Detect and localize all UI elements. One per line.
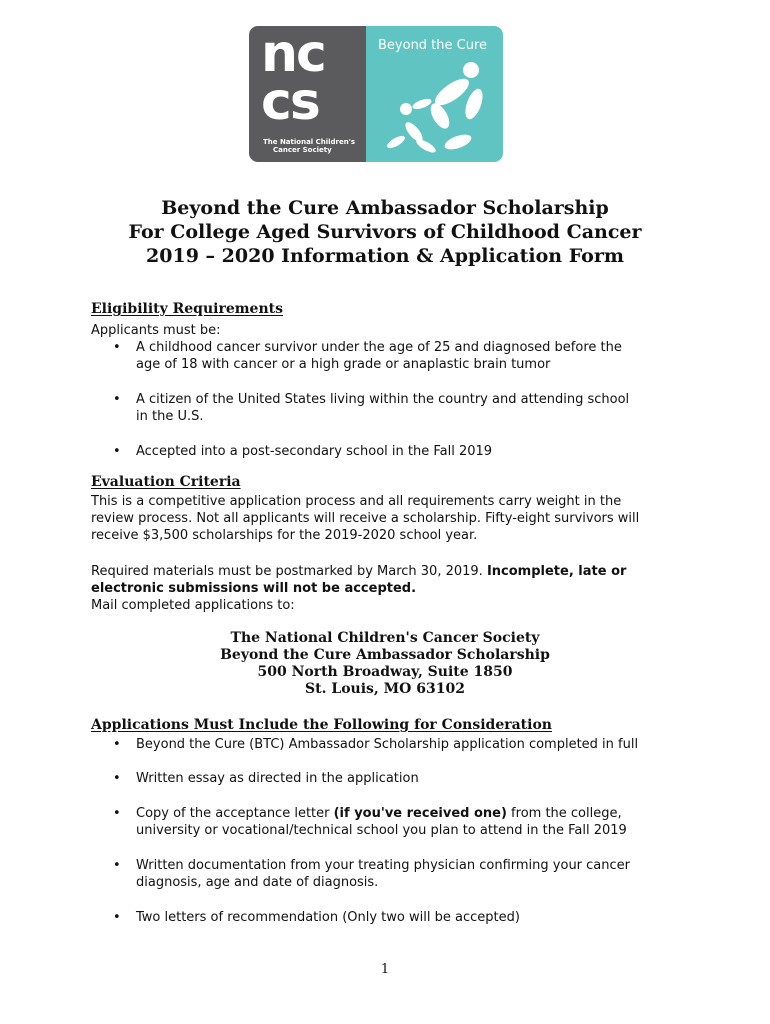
address-line4: St. Louis, MO 63102: [305, 681, 465, 697]
list-item: [91, 805, 691, 839]
applications-heading: Applications Must Include the Following for Consideration: [91, 717, 552, 733]
list-item: [91, 339, 691, 373]
eligibility-item2-line2: in the U.S.: [136, 409, 204, 424]
list-item: [91, 736, 691, 753]
bullet-icon: •: [113, 806, 121, 821]
deadline-text: Required materials must be postmarked by March 30, 2019.: [91, 564, 487, 579]
eligibility-list: [91, 339, 691, 373]
deadline-bold1: Incomplete, late or: [486, 564, 627, 579]
applications-item5: Two letters of recommendation (Only two will be accepted): [136, 910, 520, 925]
eligibility-item3-line1: Accepted into a post-secondary school in the Fall 2019: [136, 444, 493, 459]
list-item: [91, 443, 691, 460]
eligibility-heading: Eligibility Requirements: [91, 301, 283, 317]
evaluation-line3: receive $3,500 scholarships for the 2019-2020 school year.: [91, 528, 478, 543]
eligibility-list-3: [91, 443, 691, 460]
bullet-icon: •: [113, 771, 121, 786]
logo-tagline: Beyond the Cure: [378, 38, 488, 53]
evaluation-line2: review process. Not all applicants will receive a scholarship. Fifty-eight survivors will: [91, 511, 640, 526]
mailing-address: [0, 630, 770, 698]
applications-item4-line1: Written documentation from your treating physician confirming your cancer: [136, 858, 630, 873]
logo-org-name: [263, 138, 359, 154]
address-line1: The National Children's Cancer Society: [230, 630, 540, 646]
list-item: [91, 391, 691, 425]
document-title: [0, 196, 770, 268]
applications-item3-line2: university or vocational/technical school you plan to attend in the Fall 2019: [136, 823, 627, 838]
applications-list: [91, 736, 691, 753]
eligibility-list-2: [91, 391, 691, 425]
applications-item1: Beyond the Cure (BTC) Ambassador Scholarship application completed in full: [136, 737, 639, 752]
logo-teal-panel: [366, 26, 503, 162]
bullet-icon: •: [113, 737, 121, 752]
evaluation-paragraph: [91, 493, 691, 544]
mail-instruction: Mail completed applications to:: [91, 598, 295, 613]
logo-org-line2: Cancer Society: [273, 146, 332, 154]
logo-gray-panel: [249, 26, 366, 162]
applications-item4-line2: diagnosis, age and date of diagnosis.: [136, 875, 379, 890]
title-line3: 2019 – 2020 Information & Application Form: [146, 245, 624, 267]
eligibility-item1-line1: A childhood cancer survivor under the age of 25 and diagnosed before the: [136, 340, 622, 355]
eligibility-item2-line1: A citizen of the United States living within the country and attending school: [136, 392, 630, 407]
logo-org-line1: The National Children's: [263, 138, 356, 146]
eligibility-item1-line2: age of 18 with cancer or a high grade or anaplastic brain tumor: [136, 357, 551, 372]
applications-list-3: [91, 805, 691, 839]
children-figures-icon: [366, 54, 503, 162]
logo-letters: [261, 26, 325, 132]
applications-list-4: [91, 857, 691, 891]
address-line3: 500 North Broadway, Suite 1850: [257, 664, 513, 680]
bullet-icon: •: [113, 444, 121, 459]
applications-item3-post: from the college,: [506, 806, 622, 821]
logo-letters-line1: nc: [261, 26, 325, 84]
list-item: [91, 770, 691, 787]
nccs-logo: [249, 26, 503, 162]
evaluation-heading: Evaluation Criteria: [91, 474, 241, 490]
applications-item3-pre: Copy of the acceptance letter: [136, 806, 334, 821]
deadline-paragraph: [91, 563, 691, 614]
applications-item3-bold: (if you've received one): [333, 806, 507, 821]
list-item: [91, 857, 691, 891]
eligibility-intro: Applicants must be:: [91, 323, 221, 338]
title-line2: For College Aged Survivors of Childhood Cancer: [128, 221, 642, 243]
bullet-icon: •: [113, 910, 121, 925]
applications-list-5: [91, 909, 691, 926]
evaluation-line1: This is a competitive application process and all requirements carry weight in the: [91, 494, 622, 509]
applications-item2: Written essay as directed in the application: [136, 771, 419, 786]
logo-letters-line2: cs: [261, 72, 319, 132]
applications-list-2: [91, 770, 691, 787]
page-number: 1: [380, 962, 390, 977]
address-line2: Beyond the Cure Ambassador Scholarship: [220, 647, 550, 663]
bullet-icon: •: [113, 858, 121, 873]
title-line1: Beyond the Cure Ambassador Scholarship: [161, 197, 609, 219]
bullet-icon: •: [113, 340, 121, 355]
deadline-bold2: electronic submissions will not be accepted.: [91, 581, 417, 596]
bullet-icon: •: [113, 392, 121, 407]
list-item: [91, 909, 691, 926]
